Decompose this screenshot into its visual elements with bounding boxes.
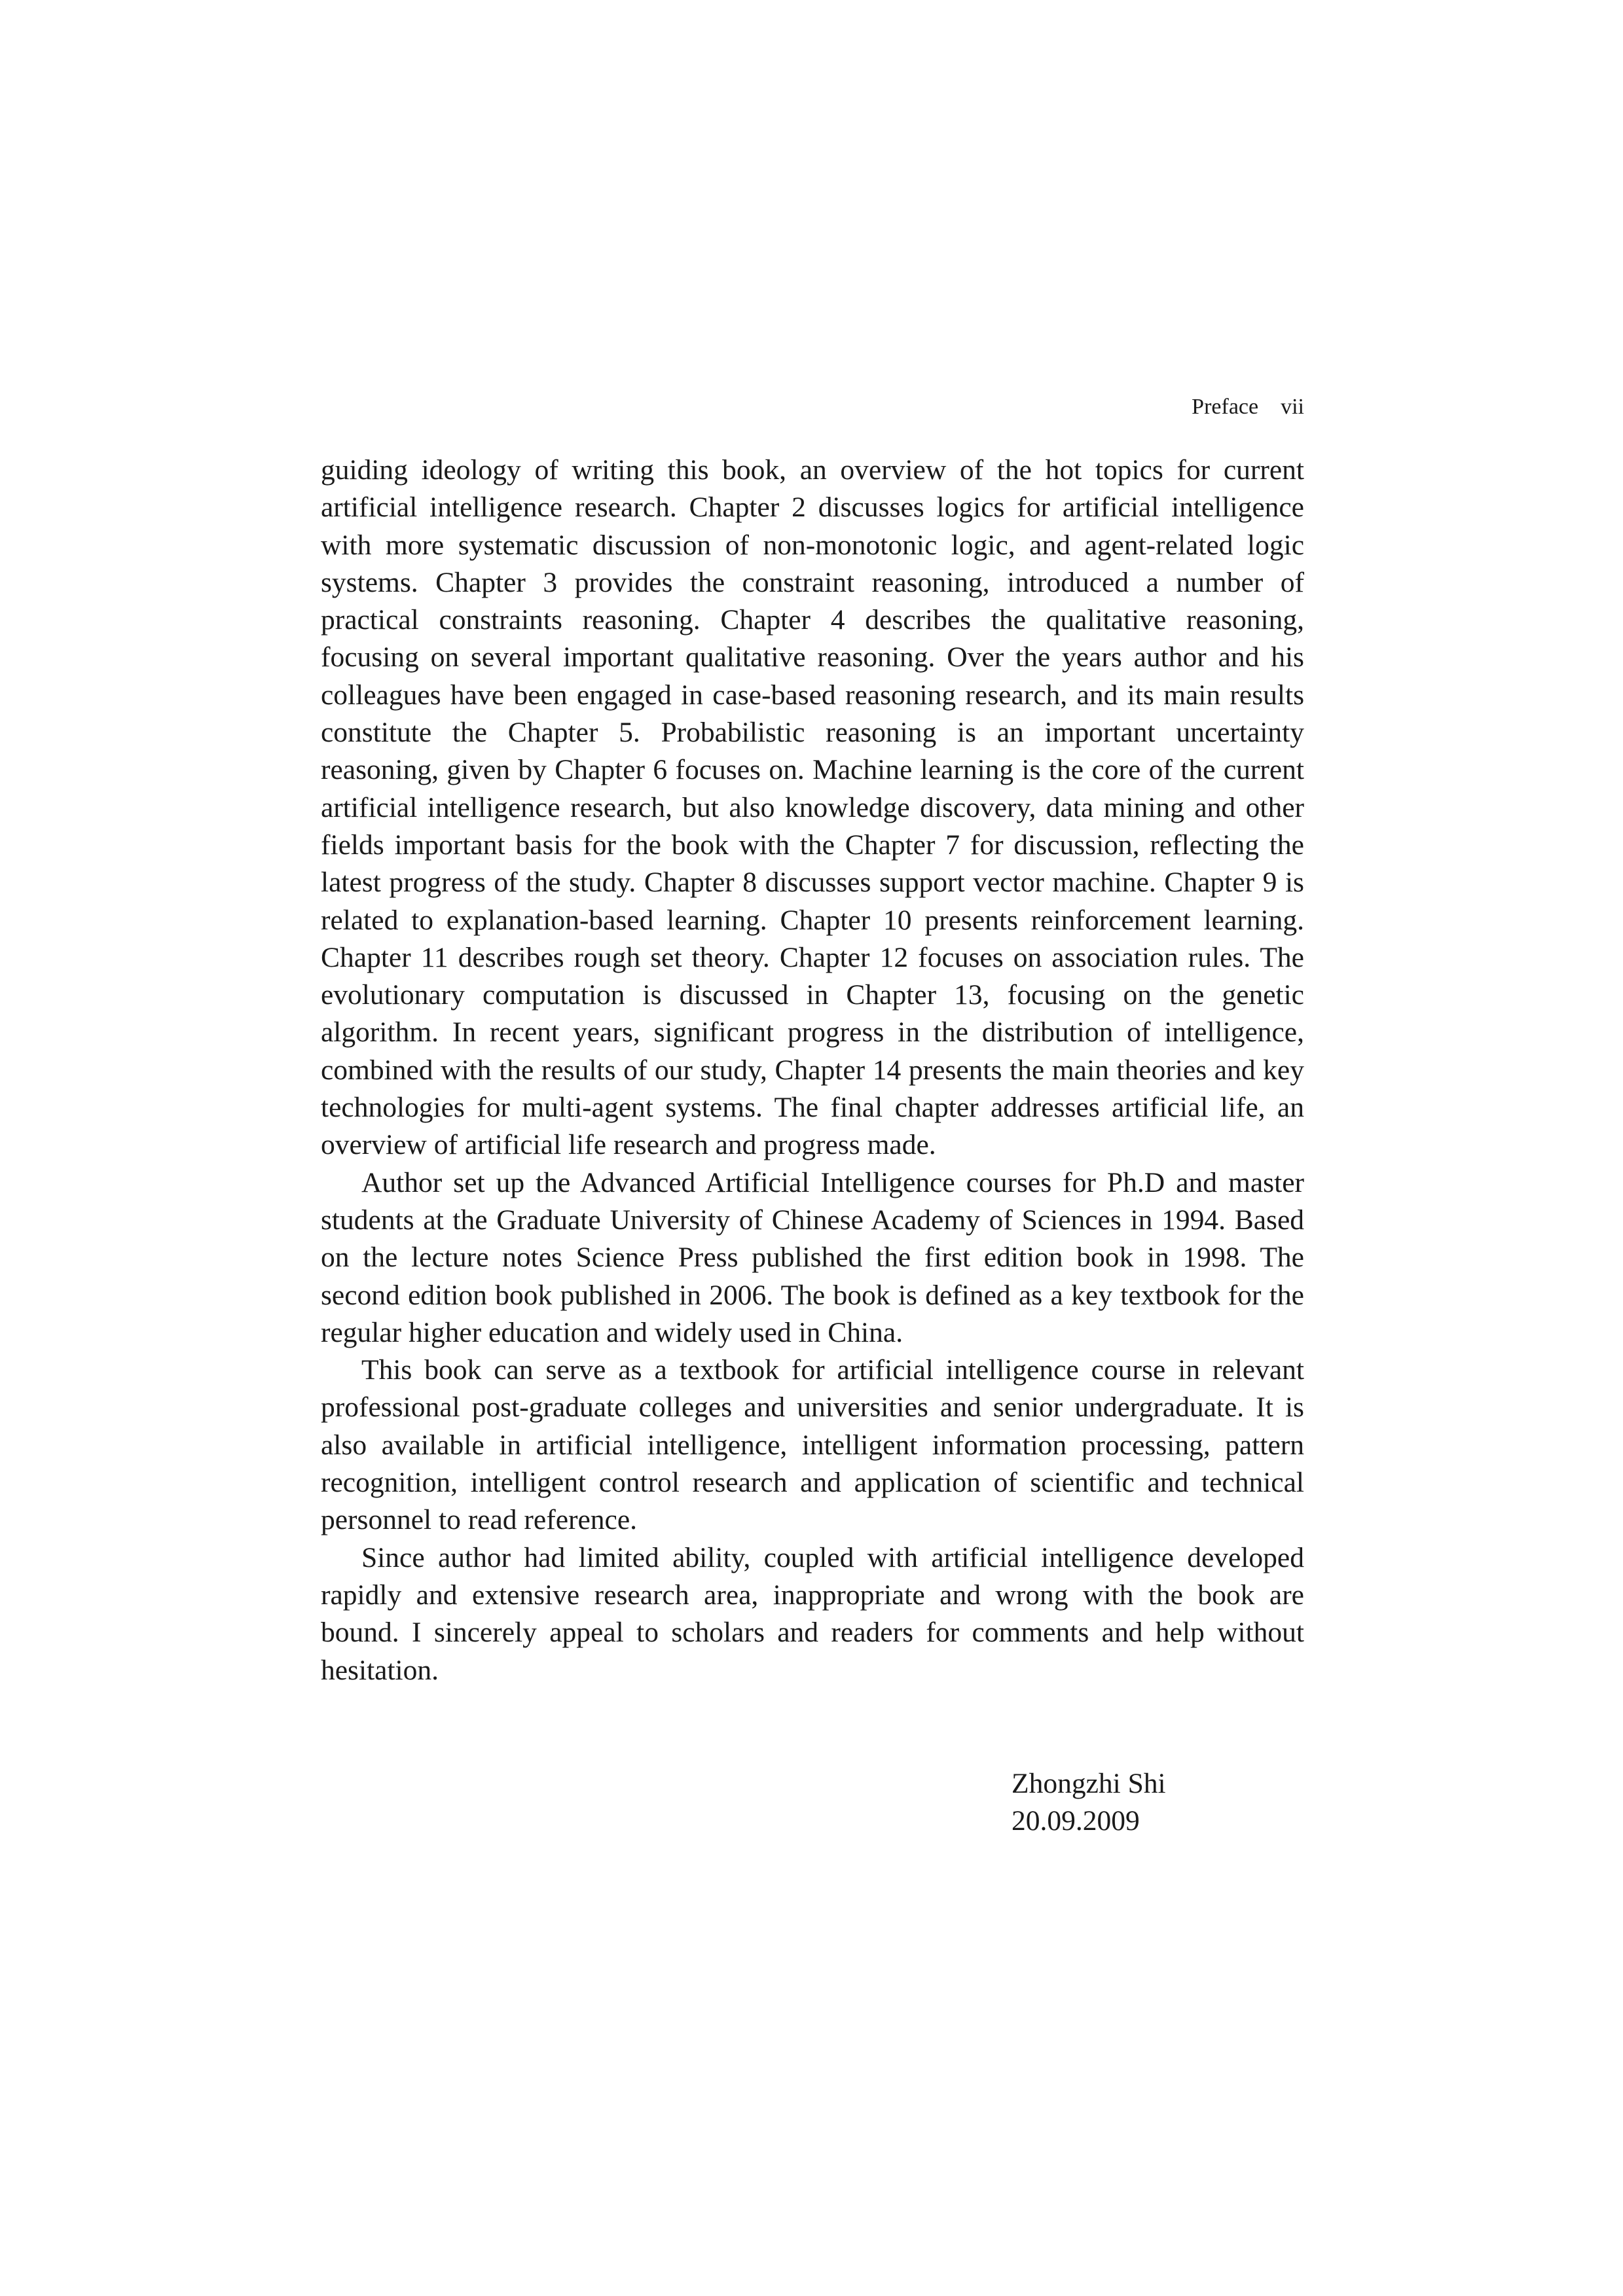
page-number: vii [1281, 395, 1304, 419]
paragraph-appeal: Since author had limited ability, coupled with artificial intelligence developed rapidly and extensive research area, inappropriate and wrong with the book are bound. I sincerely appeal to scholars and readers for comments and help without hesitation. [321, 1541, 1304, 1686]
paragraph-course-history: Author set up the Advanced Artificial Intelligence courses for Ph.D and master students at the Graduate University of Chinese Academy of Sciences in 1994. Based on the lecture notes Science Press published the first edition book in 1998. The second edition book published in 2006. The book is defined as a key textbook for the regular higher education and widely used in China. [321, 1166, 1304, 1348]
paragraph-audience: This book can serve as a textbook for artificial intelligence course in relevant professional post-graduate colleges and universities and senior undergraduate. It is also available in artificial intelligence, intelligent information processing, pattern recognition, intelligent control research and application of scientific and technical personnel to read reference. [321, 1354, 1304, 1536]
author-name: Zhongzhi Shi [1012, 1768, 1166, 1799]
signature-date: 20.09.2009 [1012, 1805, 1140, 1837]
signature-block [1012, 1765, 1166, 1840]
paragraph-chapter-overview: guiding ideology of writing this book, an overview of the hot topics for current artificial intelligence research. Chapter 2 discusses logics for artificial intelligence with more systematic discussion of non-monotonic logic, and agent-related logic systems. Chapter 3 provides the constraint reasoning, introduced a number of practical constraints reasoning. Chapter 4 describes the qualitative reasoning, focusing on several important qualitative reasoning. Over the years author and his colleagues have been engaged in case-based reasoning research, and its main results constitute the Chapter 5. Probabilistic reasoning is an important uncertainty reasoning, given by Chapter 6 focuses on. Machine learning is the core of the current artificial intelligence research, but also knowledge discovery, data mining and other fields important basis for the book with the Chapter 7 for discussion, reflecting the latest progress of the study. Chapter 8 discusses support vector machine. Chapter 9 is related to explanation-based learning. Chapter 10 presents reinforcement learning. Chapter 11 describes rough set theory. Chapter 12 focuses on association rules. The evolutionary computation is discussed in Chapter 13, focusing on the genetic algorithm. In recent years, significant progress in the distribution of intelligence, combined with the results of our study, Chapter 14 presents the main theories and key technologies for multi-agent systems. The final chapter addresses artificial life, an overview of artificial life research and progress made. [321, 454, 1304, 1161]
running-head-section: Preface [1192, 395, 1259, 419]
preface-body [321, 452, 1304, 1689]
running-head [1192, 394, 1304, 420]
